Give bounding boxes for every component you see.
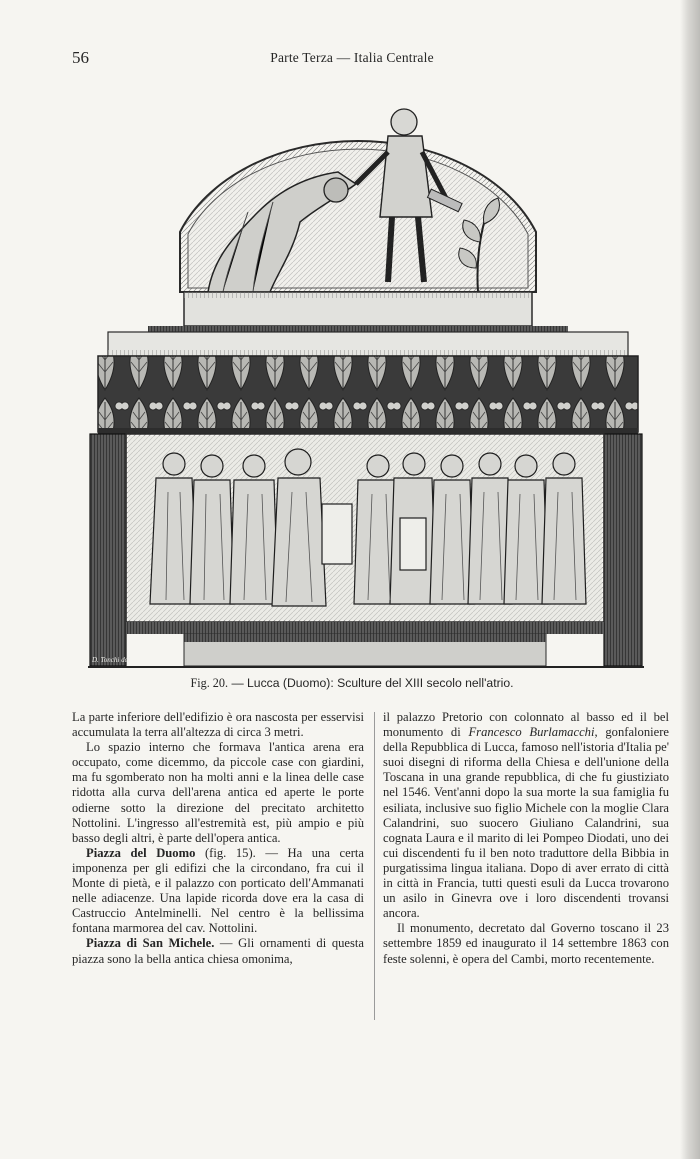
right-text-column bbox=[383, 710, 669, 967]
paragraph: La parte inferiore dell'edifizio è ora nascosta per esservisi accumulata la terra all'altezza di circa 3 metri. bbox=[72, 710, 364, 740]
section-heading: Piazza di San Michele. bbox=[86, 936, 215, 951]
paragraph-text: il palazzo Pretorio con colonnato al basso ed il bel monumento di bbox=[383, 710, 669, 740]
left-text-column bbox=[72, 710, 364, 967]
paragraph-text: (fig. 15). — Ha una certa imponenza per gli edifizi che la circondano, fra cui il Monte di pietà, e il palazzo con porticato dell'Ammanati nelle adiacenze. Una lapide ricorda dove era la casa di Castruccio Antelminelli. Nel centro è la bellissima fontana marmorea del cav. Nottolini. bbox=[72, 845, 364, 936]
paragraph-text: , gonfaloniere della Repubblica di Lucca, famoso nell'istoria d'Italia pe' suoi disegni di riforma della Chiesa e dell'unione della Toscana in una grande repubblica, di che fu giustiziato nel 1546. Vent'anni dopo la sua morte la sua famiglia fu esiliata, inclusive suo figlio Michele con la moglie Clara Calandrini, suo suocero Giuliano Calandrini, sua cognata Laura e il marito di lei Pompeo Diodati, uno dei cui discendenti fu il ben noto traduttore della Bibbia in purgatissima lingua italiana. Dopo di aver errato di città in città in Francia, tutti questi esuli da Lucca trovarono un asilo in Ginevra ove i loro discendenti trovansi ancora. bbox=[383, 725, 669, 921]
caption-text: — Lucca (Duomo): Sculture del XIII secolo nell'atrio. bbox=[231, 676, 514, 690]
page-edge-shadow bbox=[680, 0, 700, 1159]
engraving-illustration bbox=[88, 92, 644, 668]
foliage-frieze bbox=[98, 356, 638, 432]
paragraph bbox=[72, 936, 364, 966]
page-header bbox=[72, 48, 632, 70]
paragraph: Lo spazio interno che formava l'antica arena era occupato, come dicemmo, da piccole case con giardini, ma fu sgomberato non ha molti anni e la linea delle case ridotta alla curva dell'arena antica ed aperte le porte odierne sotto la direzione del precitato architetto Nottolini. L'ingresso all'estremità est, più ampio e più basso degli altri, è parte dell'opera antica. bbox=[72, 740, 364, 845]
paragraph bbox=[72, 846, 364, 937]
figure-caption bbox=[72, 676, 632, 691]
lunette-relief bbox=[180, 109, 536, 292]
person-name: Francesco Burlamacchi bbox=[468, 725, 595, 740]
page-number: 56 bbox=[72, 48, 89, 67]
section-heading: Piazza del Duomo bbox=[86, 845, 196, 860]
running-title: Parte Terza — Italia Centrale bbox=[270, 50, 434, 65]
apostles-relief bbox=[126, 434, 604, 622]
paragraph-text: — Gli ornamenti di questa piazza sono la bella antica chiesa omonima, bbox=[72, 936, 364, 966]
column-divider bbox=[374, 712, 375, 1020]
figure-number: Fig. 20. bbox=[190, 676, 229, 690]
artist-signature: D. Tonchi del bbox=[92, 656, 130, 664]
paragraph bbox=[383, 710, 669, 921]
paragraph: Il monumento, decretato dal Governo toscano il 23 settembre 1859 ed inaugurato il 14 settembre 1863 con feste solenni, è opera del Cambi, morto recentemente. bbox=[383, 921, 669, 966]
